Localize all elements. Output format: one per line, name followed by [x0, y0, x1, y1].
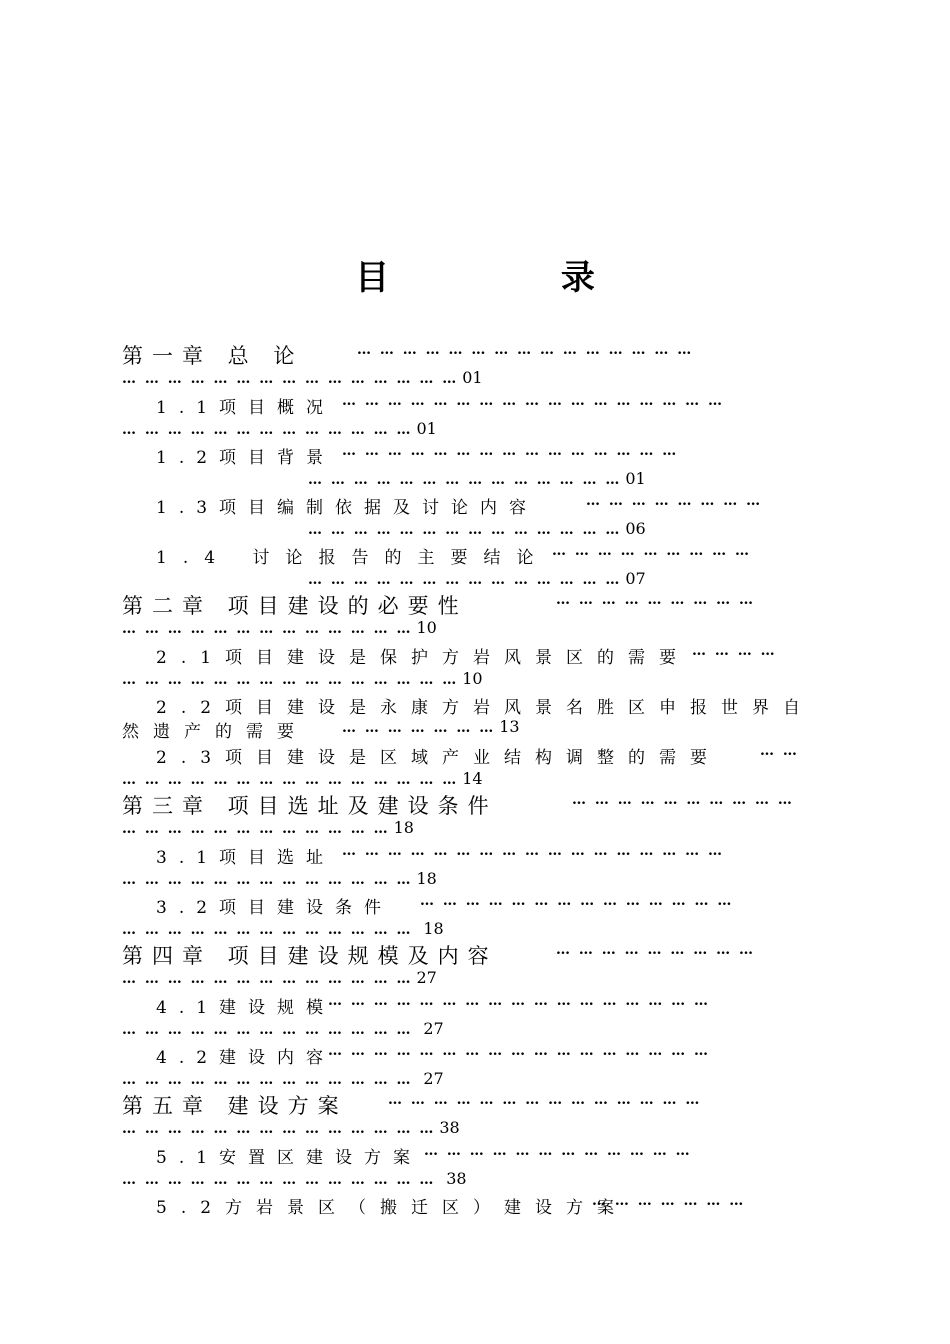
toc-page-number: 10 [462, 669, 483, 688]
toc-label: 4.2建设内容 [156, 1048, 336, 1068]
toc-label: 第三章 项目选址及建设条件 [122, 794, 498, 818]
toc-leader-dots: … … … … … … … … … … … … … … [388, 1092, 702, 1108]
toc-leader-dots: … … … … … … … … … … … … … … … … … [342, 393, 724, 409]
toc-page-number: 01 [625, 469, 646, 488]
toc-leader-dots: … … … … … … … … … … … … … 18 [122, 869, 437, 888]
toc-label: 1.2项目背景 [156, 448, 336, 468]
toc-leader-dots: … … … … … … … … … … … … … … [420, 893, 734, 909]
toc-leader-dots: … … [760, 743, 799, 759]
toc-leader-dots: … … … … … … … … … … … … … … 01 [308, 469, 646, 488]
toc-label: 1.3项目编制依据及讨论内容 [156, 498, 539, 518]
toc-page-number: 01 [416, 419, 437, 438]
toc-leader-dots: … … … … … … … … … [556, 942, 755, 958]
toc-label: 第五章 建设方案 [122, 1094, 348, 1118]
toc-page-number: 13 [499, 717, 520, 736]
toc-leader-dots: … … … … … … … … … … … … … 01 [122, 419, 437, 438]
toc-label: 3.1项目选址 [156, 848, 336, 868]
toc-page-number: 27 [423, 1069, 444, 1088]
toc-page-number: 18 [423, 919, 444, 938]
toc-leader-dots: … … … … … … … … [586, 493, 763, 509]
toc-page-number: 27 [423, 1019, 444, 1038]
toc-leader-dots: … … … … … … … … … … … … … … 06 [308, 519, 646, 538]
toc-label: 1.1项目概况 [156, 398, 336, 418]
toc-label: 5.2方岩景区（搬迁区）建设方案 [156, 1198, 629, 1218]
toc-page-number: 01 [462, 368, 483, 387]
toc-leader-dots: … … … … … … … … … … … … … … … … … [328, 993, 710, 1009]
toc-page-number: 27 [416, 968, 437, 987]
toc-leader-dots: … … … … … … … … … … … … … … … 01 [122, 368, 483, 387]
toc-leader-dots: … … … … … … … … … [556, 592, 755, 608]
toc-label: 2.2项目建设是永康方岩风景名胜区申报世界自 [156, 698, 815, 718]
toc-page-number: 07 [625, 569, 646, 588]
toc-leader-dots: … … … … … … … … … … … … … … … … … [342, 843, 724, 859]
toc-page-number: 06 [625, 519, 646, 538]
toc-label: 第一章 总 论 [122, 344, 304, 368]
toc-label: 4.1建设规模 [156, 998, 336, 1018]
toc-leader-dots: … … … … … … … … … … … … … … … [342, 443, 679, 459]
toc-label: 2.1项目建设是保护方岩风景区的需要 [156, 648, 691, 668]
toc-leader-dots: … … … … … … … [592, 1193, 746, 1209]
toc-leader-dots: … … … … … … … … … … … … … … 38 [122, 1118, 460, 1137]
toc-label-continued: 然遗产的需要 [122, 722, 308, 742]
toc-label: 3.2项目建设条件 [156, 898, 394, 918]
toc-page-number: 18 [393, 818, 414, 837]
toc-leader-dots: … … … … … … … … … … … … … … … [357, 342, 694, 358]
toc-page-number: 14 [462, 769, 483, 788]
toc-label: 第四章 项目建设规模及内容 [122, 944, 498, 968]
toc-leader-dots: … … … … … … … … … … [572, 792, 794, 808]
toc-page-number: 38 [446, 1169, 467, 1188]
toc-page-number: 10 [416, 618, 437, 637]
toc-leader-dots: … … … … … … … … … … … … 18 [122, 818, 414, 837]
toc-leader-dots: … … … … … … … 13 [342, 717, 520, 736]
page-title: 目 录 [355, 258, 675, 298]
toc-leader-dots: … … … … … … … … … [552, 543, 751, 559]
toc-leader-dots: … … … … … … … … … … … … … … … … … [328, 1043, 710, 1059]
toc-leader-dots: … … … … … … … … … … … … … 10 [122, 618, 437, 637]
toc-label: 1.4 讨论报告的主要结论 [156, 548, 550, 568]
toc-leader-dots: … … … … … … … … … … … … … 18 [122, 919, 444, 938]
toc-label: 5.1安置区建设方案 [156, 1148, 423, 1168]
toc-leader-dots: … … … … … … … … … … … … … … … 10 [122, 669, 483, 688]
toc-leader-dots: … … … … … … … … … … … … … … … 14 [122, 769, 483, 788]
toc-leader-dots: … … … … … … … … … … … … … 27 [122, 1019, 444, 1038]
toc-leader-dots: … … … … … … … … … … … … [424, 1143, 692, 1159]
toc-leader-dots: … … … … … … … … … … … … … 27 [122, 1069, 444, 1088]
toc-label: 2.3项目建设是区域产业结构调整的需要 [156, 748, 722, 768]
toc-page-number: 38 [439, 1118, 460, 1137]
toc-leader-dots: … … … … … … … … … … … … … … 38 [122, 1169, 467, 1188]
toc-leader-dots: … … … … … … … … … … … … … 27 [122, 968, 437, 987]
toc-page-number: 18 [416, 869, 437, 888]
toc-leader-dots: … … … … … … … … … … … … … … 07 [308, 569, 646, 588]
toc-label: 第二章 项目建设的必要性 [122, 594, 468, 618]
toc-leader-dots: … … … … [692, 643, 777, 659]
